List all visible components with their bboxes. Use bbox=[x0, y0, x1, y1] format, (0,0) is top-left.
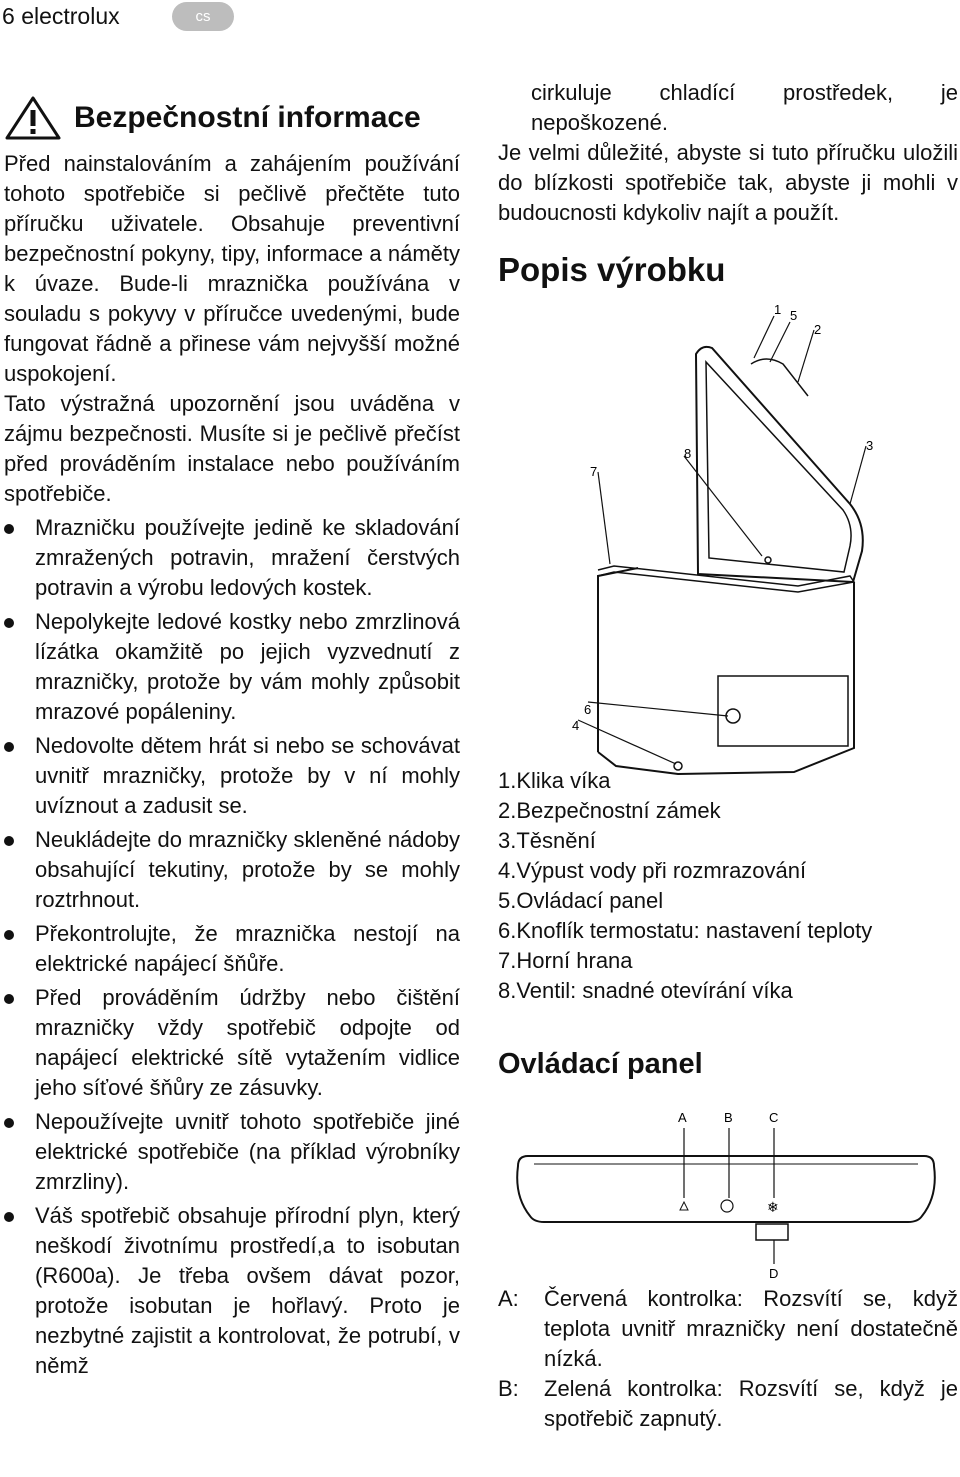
panel-label-b: B bbox=[724, 1110, 733, 1125]
legend-key: B: bbox=[498, 1376, 519, 1401]
green-led-icon bbox=[721, 1200, 733, 1212]
page-number-brand: 6 electrolux bbox=[2, 3, 120, 29]
safety-continued: cirkuluje chladící prostředek, je nepoškozené. bbox=[531, 80, 958, 135]
parts-list bbox=[498, 766, 958, 1006]
panel-label-d: D bbox=[769, 1266, 779, 1281]
list-item: Překontrolujte, že mraznička nestojí na elektrické napájecí šňůře. bbox=[4, 919, 460, 979]
safety-bullets bbox=[4, 513, 460, 1381]
keep-manual-text: Je velmi důležité, abyste si tuto příručku uložili do blízkosti spotřebiče tak, abyste ji mohli v budoucnosti kdykoliv najít a použít. bbox=[498, 140, 958, 225]
right-column bbox=[498, 78, 958, 1434]
list-item: Před prováděním údržby nebo čištění mrazničky vždy spotřebič odpojte od napájecí elektrické sítě vytažením vidlice jeho síťové šňůry ze zásuvky. bbox=[4, 983, 460, 1103]
control-panel-title: Ovládací panel bbox=[498, 1048, 703, 1080]
list-item: 2.Bezpečnostní zámek bbox=[498, 798, 721, 823]
list-item: 6.Knoflík termostatu: nastavení teploty bbox=[498, 918, 873, 943]
legend-row bbox=[498, 1284, 958, 1374]
safety-title-row bbox=[4, 95, 460, 141]
list-item: Neukládejte do mrazničky skleněné nádoby obsahující tekutiny, protože by se mohly roztrhnout. bbox=[4, 825, 460, 915]
figure-label: 4 bbox=[572, 718, 580, 733]
panel-label-c: C bbox=[769, 1110, 779, 1125]
freezer-diagram bbox=[498, 296, 958, 778]
thermostat-knob bbox=[726, 709, 740, 723]
freezer-lid-inner bbox=[706, 362, 851, 572]
list-item: Nepolykejte ledové kostky nebo zmrzlinová lízátka okamžitě po jejich vyzvednutí z mrazničky, protože by vám mohly způsobit mrazové popáleniny. bbox=[4, 607, 460, 727]
product-title: Popis výrobku bbox=[498, 251, 726, 288]
figure-label: 1 bbox=[774, 302, 782, 317]
list-item: 7.Horní hrana bbox=[498, 948, 633, 973]
figure-label: 5 bbox=[790, 308, 798, 323]
leader-lines bbox=[578, 316, 866, 764]
freezer-rim bbox=[598, 566, 854, 592]
figure-label: 2 bbox=[814, 322, 822, 337]
control-panel-diagram bbox=[498, 1086, 958, 1282]
legend-key: A: bbox=[498, 1286, 519, 1311]
legend-text: Červená kontrolka: Rozsvítí se, když teplota uvnitř mrazničky není dostatečně nízká. bbox=[544, 1286, 958, 1371]
list-item: Nedovolte dětem hrát si nebo se schovávat uvnitř mrazničky, protože by v ní mohly uvíznout a zadusit se. bbox=[4, 731, 460, 821]
page-header bbox=[0, 0, 960, 36]
list-item: Mrazničku používejte jedině ke skladování zmražených potravin, mražení čerstvých potravin a výrobu ledových kostek. bbox=[4, 513, 460, 603]
list-item: Váš spotřebič obsahuje přírodní plyn, který neškodí životnímu prostředí,a to isobutan (R600a). Je třeba ovšem dávat pozor, protože isobutan je hořlavý. Proto je nezbytné zajistit a kontrolovat, že potrubí, v němž bbox=[4, 1201, 460, 1381]
safety-intro: Před nainstalováním a zahájením používání tohoto spotřebiče si pečlivě přečtěte tuto příručku uživatele. Obsahuje preventivní bezpečnostní pokyny, tipy, informace a náměty k úvaze. Bude-li mraznička používána v souladu s pokyvy v příručce uvedenými, bude fungovat řádně a přinese vám nejvyšší možné uspokojení. bbox=[4, 151, 460, 386]
legend-row bbox=[498, 1374, 958, 1434]
list-item: 1.Klika víka bbox=[498, 768, 611, 793]
list-item: 5.Ovládací panel bbox=[498, 888, 664, 913]
freezer-body-front bbox=[598, 568, 854, 774]
warning-icon bbox=[4, 95, 62, 141]
list-item: 8.Ventil: snadné otevírání víka bbox=[498, 978, 793, 1003]
display-window bbox=[756, 1224, 788, 1240]
safety-intro-2: Tato výstražná upozornění jsou uváděna v zájmu bezpečnosti. Musíte si je pečlivě přečíst před prováděním instalace nebo používáním spotřebiče. bbox=[4, 391, 460, 506]
warning-led-icon bbox=[680, 1202, 688, 1210]
figure-label: 3 bbox=[866, 438, 874, 453]
left-column bbox=[4, 95, 460, 1381]
panel-label-a: A bbox=[678, 1110, 687, 1125]
list-item: 4.Výpust vody při rozmrazování bbox=[498, 858, 807, 883]
list-item: Nepoužívejte uvnitř tohoto spotřebiče jiné elektrické spotřebiče (na příklad výrobníky zmrzliny). bbox=[4, 1107, 460, 1197]
figure-label: 8 bbox=[684, 446, 692, 461]
figure-label: 6 bbox=[584, 702, 592, 717]
freezer-lid bbox=[696, 347, 863, 582]
safety-title: Bezpečnostní informace bbox=[74, 101, 421, 134]
legend-text: Zelená kontrolka: Rozsvítí se, když je spotřebič zapnutý. bbox=[544, 1376, 958, 1431]
language-badge: cs bbox=[172, 2, 234, 31]
valve bbox=[765, 557, 771, 563]
snowflake-icon: ❄ bbox=[767, 1199, 779, 1215]
figure-label: 7 bbox=[590, 464, 598, 479]
panel-legend bbox=[498, 1284, 958, 1434]
list-item: 3.Těsnění bbox=[498, 828, 596, 853]
